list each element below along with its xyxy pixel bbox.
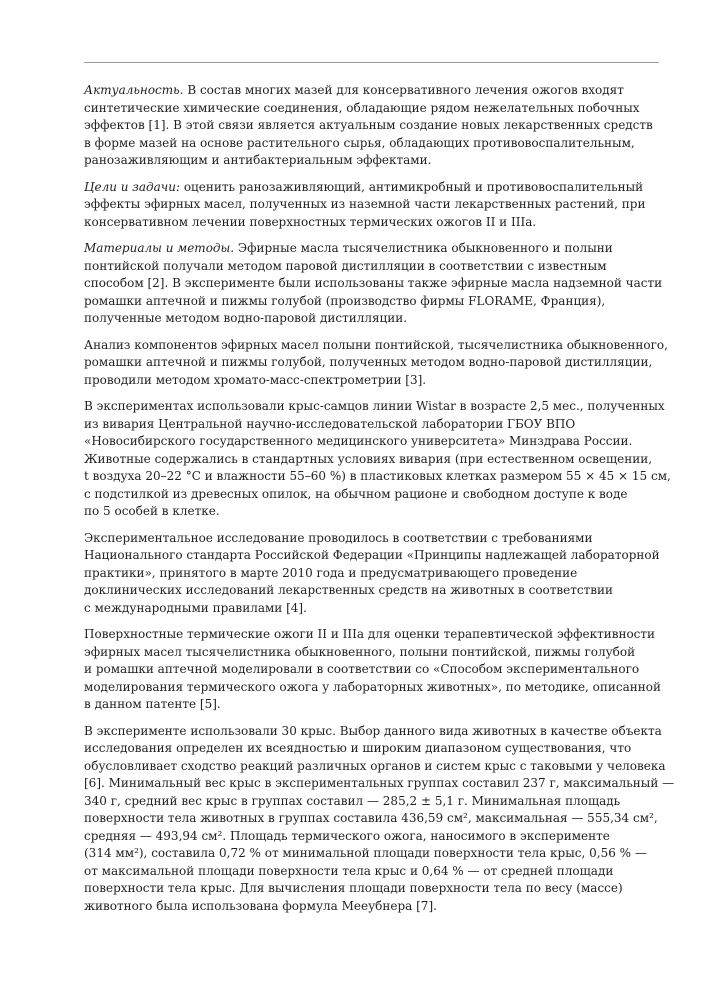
text-line [84,793,659,811]
line-text: в данном патенте [5]. [84,697,221,711]
text-line [84,416,659,434]
text-line [84,810,659,828]
section-lead: Цели и задачи: [84,179,180,194]
text-line [84,293,659,311]
line-text: практики», принятого в марте 2010 года и предусматривающего проведение [84,565,578,580]
line-text: (314 мм²), составила 0,72 % от минимальной площади поверхности тела крыс, 0,56 % — [84,846,647,860]
line-text: средняя — 493,94 см². Площадь термического ожога, наносимого в эксперименте [84,828,610,843]
text-line [84,898,659,916]
line-text: ромашки аптечной и пижмы голубой (производство фирмы FLORAME, Франция), [84,293,606,308]
line-text: исследования определен их всеядностью и широким диапазоном существования, что [84,741,632,755]
text-line [84,310,659,328]
line-text: Экспериментальное исследование проводилось в соответствии с требованиями [84,530,593,545]
line-text: эффектов [1]. В этой связи является актуальным создание новых лекарственных средств [84,118,653,132]
text-line [84,354,659,372]
line-text: Животные содержались в стандартных условиях вивария (при естественном освещении, [84,451,653,466]
line-text: с международными правилами [4]. [84,600,307,615]
text-line [84,740,659,758]
text-line [84,863,659,881]
line-text: способом [2]. В эксперименте были использованы также эфирные масла надземной части [84,276,663,290]
text-line [84,82,659,100]
line-text: доклинических исследований лекарственных средств на животных в соответствии [84,583,614,597]
line-text: Поверхностные термические ожоги II и IIIa для оценки терапевтической эффективности [84,627,656,641]
text-line [84,828,659,846]
text-line [84,135,659,153]
line-text: поверхности тела крыс. Для вычисления площади поверхности тела по весу (массе) [84,881,623,895]
text-line [84,100,659,118]
line-text: животного была использована формула Мееубнера [7]. [84,898,437,913]
line-text: от максимальной площади поверхности тела крыс и 0,64 % — от средней площади [84,863,614,878]
text-line [84,398,665,416]
text-line [84,758,666,776]
line-text: по 5 особей в клетке. [84,504,220,518]
text-line [84,214,659,232]
line-text: ранозаживляющим и антибактериальным эффектами. [84,153,432,167]
text-line [84,696,659,714]
paragraph [84,723,675,916]
line-text: оценить ранозаживляющий, антимикробный и противовоспалительный [180,179,644,194]
text-line [84,275,663,293]
text-line [84,880,659,898]
line-text: проводили методом хромато-масс-спектрометрии [3]. [84,372,427,387]
line-text: Эфирные масла тысячелистника обыкновенного и полыни [234,241,613,255]
line-text: моделирования термического ожога у лабораторных животных», по методике, описанной [84,679,661,694]
text-line [84,503,659,521]
text-line [84,661,659,679]
text-line [84,600,659,618]
text-line [84,240,659,258]
paragraph [84,240,663,328]
paragraph [84,337,668,390]
line-text: из вивария Центральной научно-исследовательской лаборатории ГБОУ ВПО [84,416,576,431]
line-text: «Новосибирского государственного медицинского университета» Минздрава России. [84,434,633,448]
line-text: эффекты эфирных масел, полученных из наземной части лекарственных растений, при [84,197,646,211]
line-text: в форме мазей на основе растительного сырья, обладающих противовоспалительным, [84,135,635,150]
text-line [84,468,671,486]
section-lead: Актуальность. [84,83,184,97]
paragraph [84,398,671,521]
line-text: обусловливает сходство реакций различных органов и систем крыс с таковыми у человека [84,758,666,773]
text-line [84,723,662,741]
line-text: В состав многих мазей для консервативного лечения ожогов входят [183,83,624,97]
line-text: поверхности тела животных в группах составила 436,59 см², максимальная — 555,34 см², [84,811,658,825]
paragraph [84,179,659,232]
line-text: эфирных масел тысячелистника обыкновенного, полыни понтийской, пижмы голубой [84,644,636,659]
text-line [84,372,659,390]
line-text: консервативном лечении поверхностных термических ожогов II и IIIa. [84,214,537,229]
document-body [84,82,675,924]
line-text: и ромашки аптечной моделировали в соответствии со «Способом экспериментального [84,662,640,676]
text-line [84,845,659,863]
text-line [84,547,659,565]
line-text: Национального стандарта Российской Федерации «Принципы надлежащей лабораторной [84,548,660,562]
text-line [84,486,659,504]
line-text: t воздуха 20–22 °C и влажности 55–60 %) в пластиковых клетках размером 55 × 45 × 15 см, [84,469,671,483]
text-line [84,117,659,135]
text-line [84,679,659,697]
line-text: Анализ компонентов эфирных масел полыни понтийской, тысячелистника обыкновенного, [84,337,668,352]
text-line [84,152,659,170]
line-text: полученные методом водно-паровой дистилляции. [84,311,408,325]
line-text: с подстилкой из древесных опилок, на обычном рационе и свободном доступе к воде [84,486,628,501]
line-text: ромашки аптечной и пижмы голубой, полученных методом водно-паровой дистилляции, [84,355,653,369]
line-text: В эксперименте использовали 30 крыс. Выбор данного вида животных в качестве объекта [84,723,662,738]
paragraph [84,626,659,714]
text-line [84,451,659,469]
text-line [84,644,659,662]
line-text: [6]. Минимальный вес крыс в экспериментальных группах составил 237 г, максимальный — [84,776,675,790]
text-line [84,530,659,548]
section-lead: Материалы и методы. [84,241,235,255]
text-line [84,196,659,214]
text-line [84,582,659,600]
text-line [84,258,659,276]
text-line [84,179,659,197]
text-line [84,433,659,451]
text-line [84,565,659,583]
line-text: понтийской получали методом паровой дистилляции в соответствии с известным [84,258,607,273]
header-rule [84,62,659,63]
line-text: В экспериментах использовали крыс-самцов линии Wistar в возрасте 2,5 мес., полученных [84,399,665,413]
paragraph [84,82,659,170]
text-line [84,626,659,644]
line-text: синтетические химические соединения, обладающие рядом нежелательных побочных [84,100,640,115]
text-line [84,775,675,793]
paragraph [84,530,659,618]
line-text: 340 г, средний вес крыс в группах составил — 285,2 ± 5,1 г. Минимальная площадь [84,793,621,808]
text-line [84,337,668,355]
